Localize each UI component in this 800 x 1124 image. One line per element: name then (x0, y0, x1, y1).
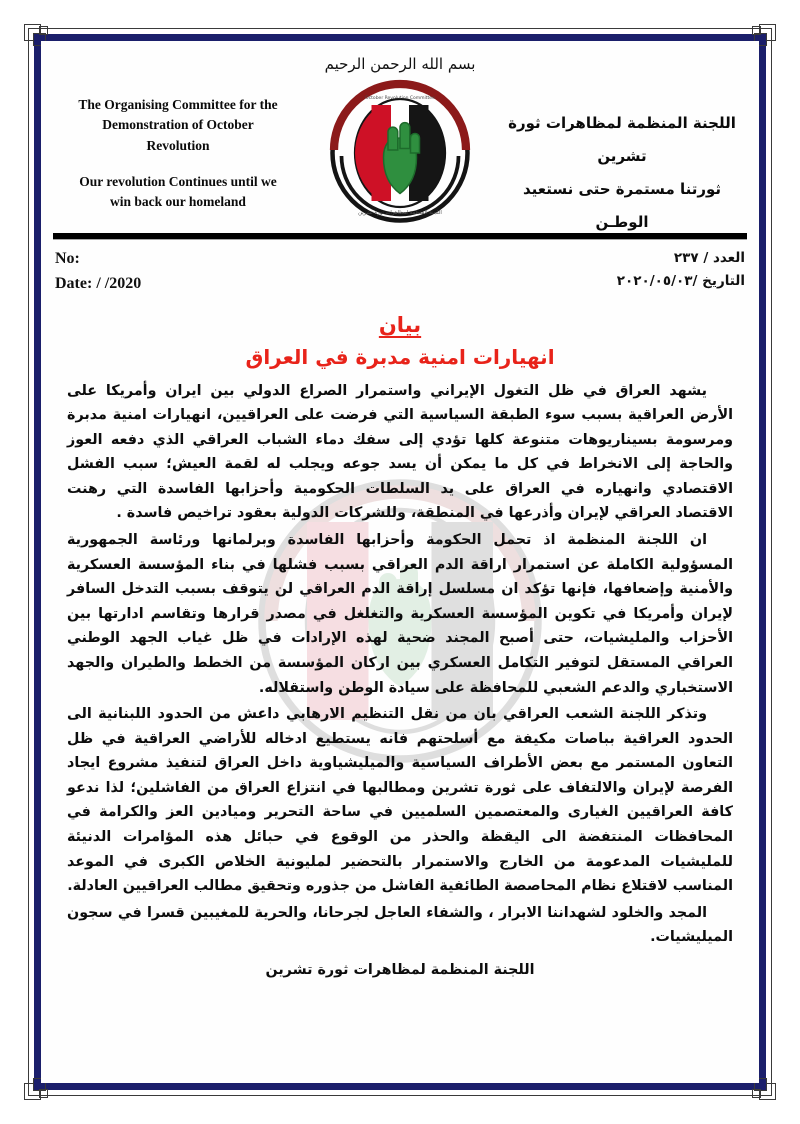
english-slogan-line-2: win back our homeland (110, 194, 246, 209)
letterhead-emblem-block (305, 55, 495, 230)
letterhead (41, 41, 759, 231)
english-slogan-line-1: Our revolution Continues until we (79, 173, 277, 189)
paragraph-4: المجد والخلود لشهداننا الابرار ، والشفاء العاجل لجرحانا، والحرية للمغيبين قسرا في سجون الميليشيات. (67, 904, 733, 946)
meta-english (55, 247, 141, 297)
english-slogan (53, 172, 303, 213)
number-value-ar: العدد / ٢٣٧ (673, 250, 745, 266)
english-name-line-1: The Organising Committee for the (78, 97, 278, 112)
arabic-slogan: ثورتنا مستمرة حتى نستعيد الوطـن (522, 180, 722, 231)
meta-arabic (617, 247, 745, 297)
signature-line: اللجنة المنظمة لمظاهرات ثورة تشرين (265, 961, 535, 978)
paragraph-1: يشهد العراق في ظل التغول الإيراني واستمرار الصراع الدولي بين ايران وأمريكا على الأرض العراقية بسبب سوء الطبقة السياسية التي فرضت على العراقيين، انهيارات امنية مدبرة ومرسومة بسيناريوهات متنوعة كلها تؤدي إلى سفك دماء الشباب العراقي الذي دفعه العوز والحاجة إلى الانخراط في كل ما يمكن أن يسد جوعه ويجلب له لقمة العيش؛ سبب الفشل الاقتصادي وانهياره في العراق على يد السلطات الحكومية وأحزابها الفاسدة التي رهنت الاقتصاد العراقي لإيران وأذرعها في المنطقة، وللشركات الدولية بعقود تراخيص فاسدة . (67, 382, 733, 522)
date-value-ar: التاريخ /٢٠٢٠/٠٥/٠٣ (616, 272, 745, 289)
date-label-en: Date: / /2020 (55, 274, 142, 292)
basmala-text: بسم الله الرحمن الرحيم (324, 55, 476, 73)
document-meta (41, 239, 759, 297)
number-label-en: No: (55, 250, 80, 267)
english-org-name (53, 95, 303, 156)
document-content (41, 41, 759, 1083)
page-subtitle: انهيارات امنية مدبرة في العراق (245, 344, 555, 369)
letterhead-arabic (497, 55, 747, 239)
letterhead-english (53, 55, 303, 212)
body-text (41, 369, 759, 950)
english-name-line-2: Demonstration of October (102, 117, 254, 133)
page-title: بيان (378, 312, 422, 337)
svg-text:اللجنة المنظمة لمظاهرات ثورة ت: اللجنة المنظمة لمظاهرات ثورة تشرين (358, 209, 442, 216)
arabic-org-name: اللجنة المنظمة لمظاهرات ثورة تشرين (508, 114, 736, 165)
english-name-line-3: Revolution (146, 137, 210, 153)
svg-text:October Revolution Committee: October Revolution Committee (365, 96, 435, 101)
iraq-flag-fist-emblem-icon (325, 75, 475, 225)
paragraph-3: وتذكر اللجنة الشعب العراقي بان من نقل التنظيم الارهابي داعش من الحدود اللبنانية الى الحدود العراقية بباصات مكيفة مع أسلحتهم فانه يستطيع ادخاله للأراضي العراقية في ظل التعاون المستمر مع بعض الأطراف السياسية والميليشياوية داخل العراق لتنفيذ مشروع ايجاد الفرصة لإيران والالتفاف على ثورة تشرين ومطالبها في انتزاع العراق من الفاشلين؛ لذا ندعو كافة العراقيين الغيارى والمعتصمين السلميين في ساحة التحرير وميادين العز والكرامة في المحافظات المنتفضة الى اليقظة والحذر من الوقوع في حبائل هذه المؤامرات الدنيئة للمليشيات المدعومة من الخارج والاستمرار بالتحضير لمليونية الخلاص الكبرى في الموعد المناسب لاقتلاع نظام المحاصصة الطائفية الفاشل من جذوره وتحقيق مطالب العراقيين العادلة. (67, 706, 733, 895)
paragraph-2: ان اللجنة المنظمة اذ تحمل الحكومة وأحزابها الفاسدة وبرلمانها ورئاسة الجمهورية المسؤولية الكاملة عن استمرار اراقة الدم العراقي بسبب فشلها في بناء المؤسسة العسكرية والأمنية وإضعافها، فإنها تؤكد ان مسلسل إراقة الدم العراقي لن يتوقف بسبب التدخل السافر لإيران وأمريكا في تكوين المؤسسة العسكرية والتغلغل في مصدر قرارها وتقاسم ادارتها بين الأحزاب والمليشيات، حتى أصبح المجند ضحية لهذه الإرادات في ظل غياب الجهد الوطني العراقي المستقل لتوفير التكامل العسكري بين اركان المؤسسة من الخطط والطيران والجهد الاستخباري والدعم الشعبي للمحافظة على سيادة الوطن واستقلاله. (67, 532, 733, 696)
